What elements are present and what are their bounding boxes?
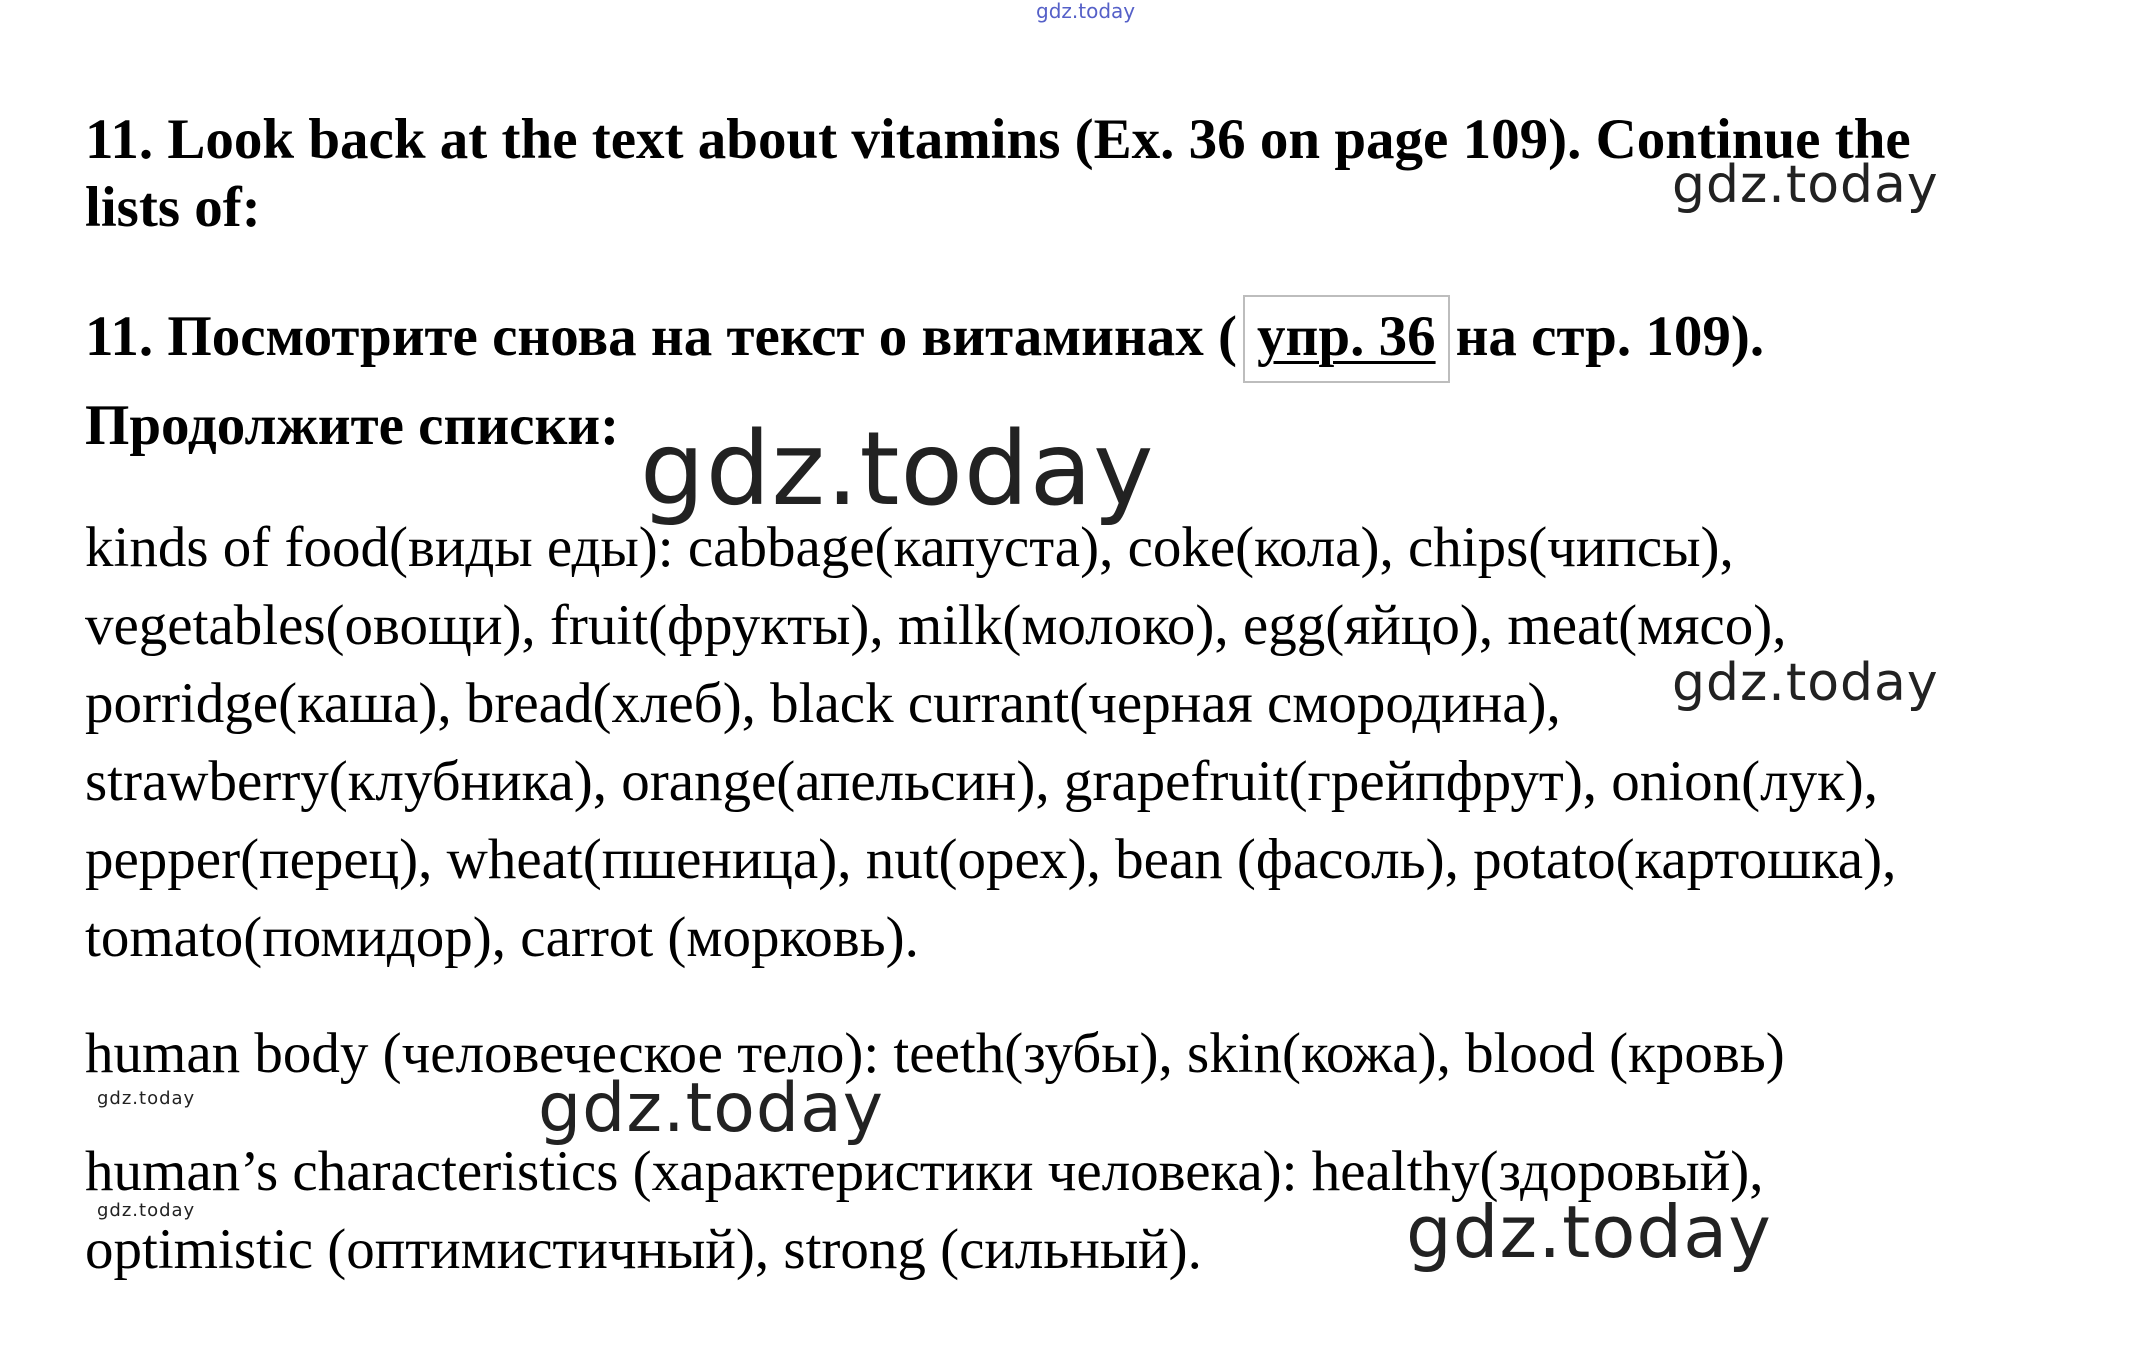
task-heading-ru-line1: [85, 295, 1764, 383]
watermark: gdz.today: [97, 1088, 196, 1109]
food-list-line: pepper(перец), wheat(пшеница), nut(орех), bean (фасоль), potato(картошка),: [85, 828, 1897, 891]
watermark: gdz.today: [97, 1200, 196, 1221]
task-heading-ru-before-link: 11. Посмотрите снова на текст о витаминах (: [85, 305, 1238, 368]
food-list-line: kinds of food(виды еды): cabbage(капуста), coke(кола), chips(чипсы),: [85, 516, 1734, 579]
task-heading-ru-line2: Продолжите списки:: [85, 394, 620, 457]
watermark: gdz.today: [1406, 1190, 1772, 1274]
task-heading-en-line1: 11. Look back at the text about vitamins (Ex. 36 on page 109). Continue the: [85, 108, 1911, 171]
watermark: gdz.today: [1672, 155, 1939, 215]
characteristics-line: human’s characteristics (характеристики человека): healthy(здоровый),: [85, 1140, 1764, 1203]
food-list-line: strawberry(клубника), orange(апельсин), grapefruit(грейпфрут), onion(лук),: [85, 750, 1878, 813]
exercise-link[interactable]: упр. 36: [1257, 305, 1436, 368]
watermark: gdz.today: [1672, 653, 1939, 713]
exercise-link-box[interactable]: [1243, 295, 1450, 383]
task-heading-en-line2: lists of:: [85, 176, 261, 239]
characteristics-line: optimistic (оптимистичный), strong (сильный).: [85, 1218, 1202, 1281]
watermark-top: gdz.today: [1036, 0, 1136, 23]
food-list-line: vegetables(овощи), fruit(фрукты), milk(молоко), egg(яйцо), meat(мясо),: [85, 594, 1787, 657]
food-list-line: tomato(помидор), carrot (морковь).: [85, 906, 919, 969]
watermark: gdz.today: [640, 410, 1155, 529]
watermark: gdz.today: [538, 1069, 884, 1148]
human-body-line: human body (человеческое тело): teeth(зубы), skin(кожа), blood (кровь): [85, 1022, 1785, 1085]
task-heading-ru-after-link: на стр. 109).: [1455, 305, 1765, 368]
food-list-line: porridge(каша), bread(хлеб), black currant(черная смородина),: [85, 672, 1561, 735]
